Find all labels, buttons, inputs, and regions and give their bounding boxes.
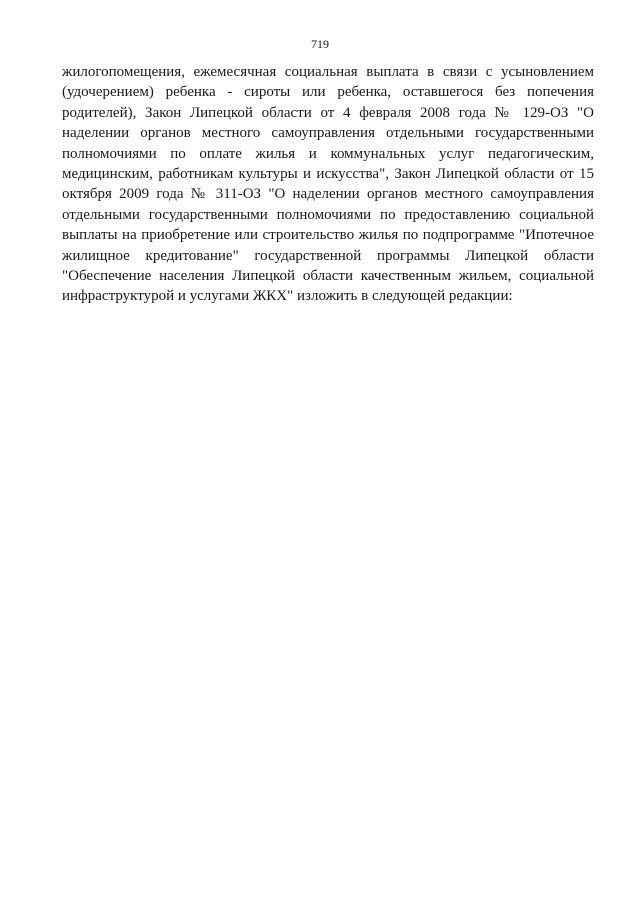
page-number: 719: [311, 37, 329, 51]
body-paragraph: жилогопомещения, ежемесячная социальная выплата в связи с усыновлением (удочерением) ребенка - сироты или ребенка, оставшегося без попечения родителей), Закон Липецкой области от 4 февраля 2008 года № 129-ОЗ "О наделении органов местного самоуправления отдельными государственными полномочиями по оплате жилья и коммунальных услуг педагогическим, медицинским, работникам культуры и искусства", Закон Липецкой области от 15 октября 2009 года № 311-ОЗ "О наделении органов местного самоуправления отдельными государственными полномочиями по предоставлению социальной выплаты на приобретение или строительство жилья по подпрограмме "Ипотечное жилищное кредитование" государственной программы Липецкой области "Обеспечение населения Липецкой области качественным жильем, социальной инфраструктурой и услугами ЖКХ" изложить в следующей редакции:: [62, 64, 594, 305]
